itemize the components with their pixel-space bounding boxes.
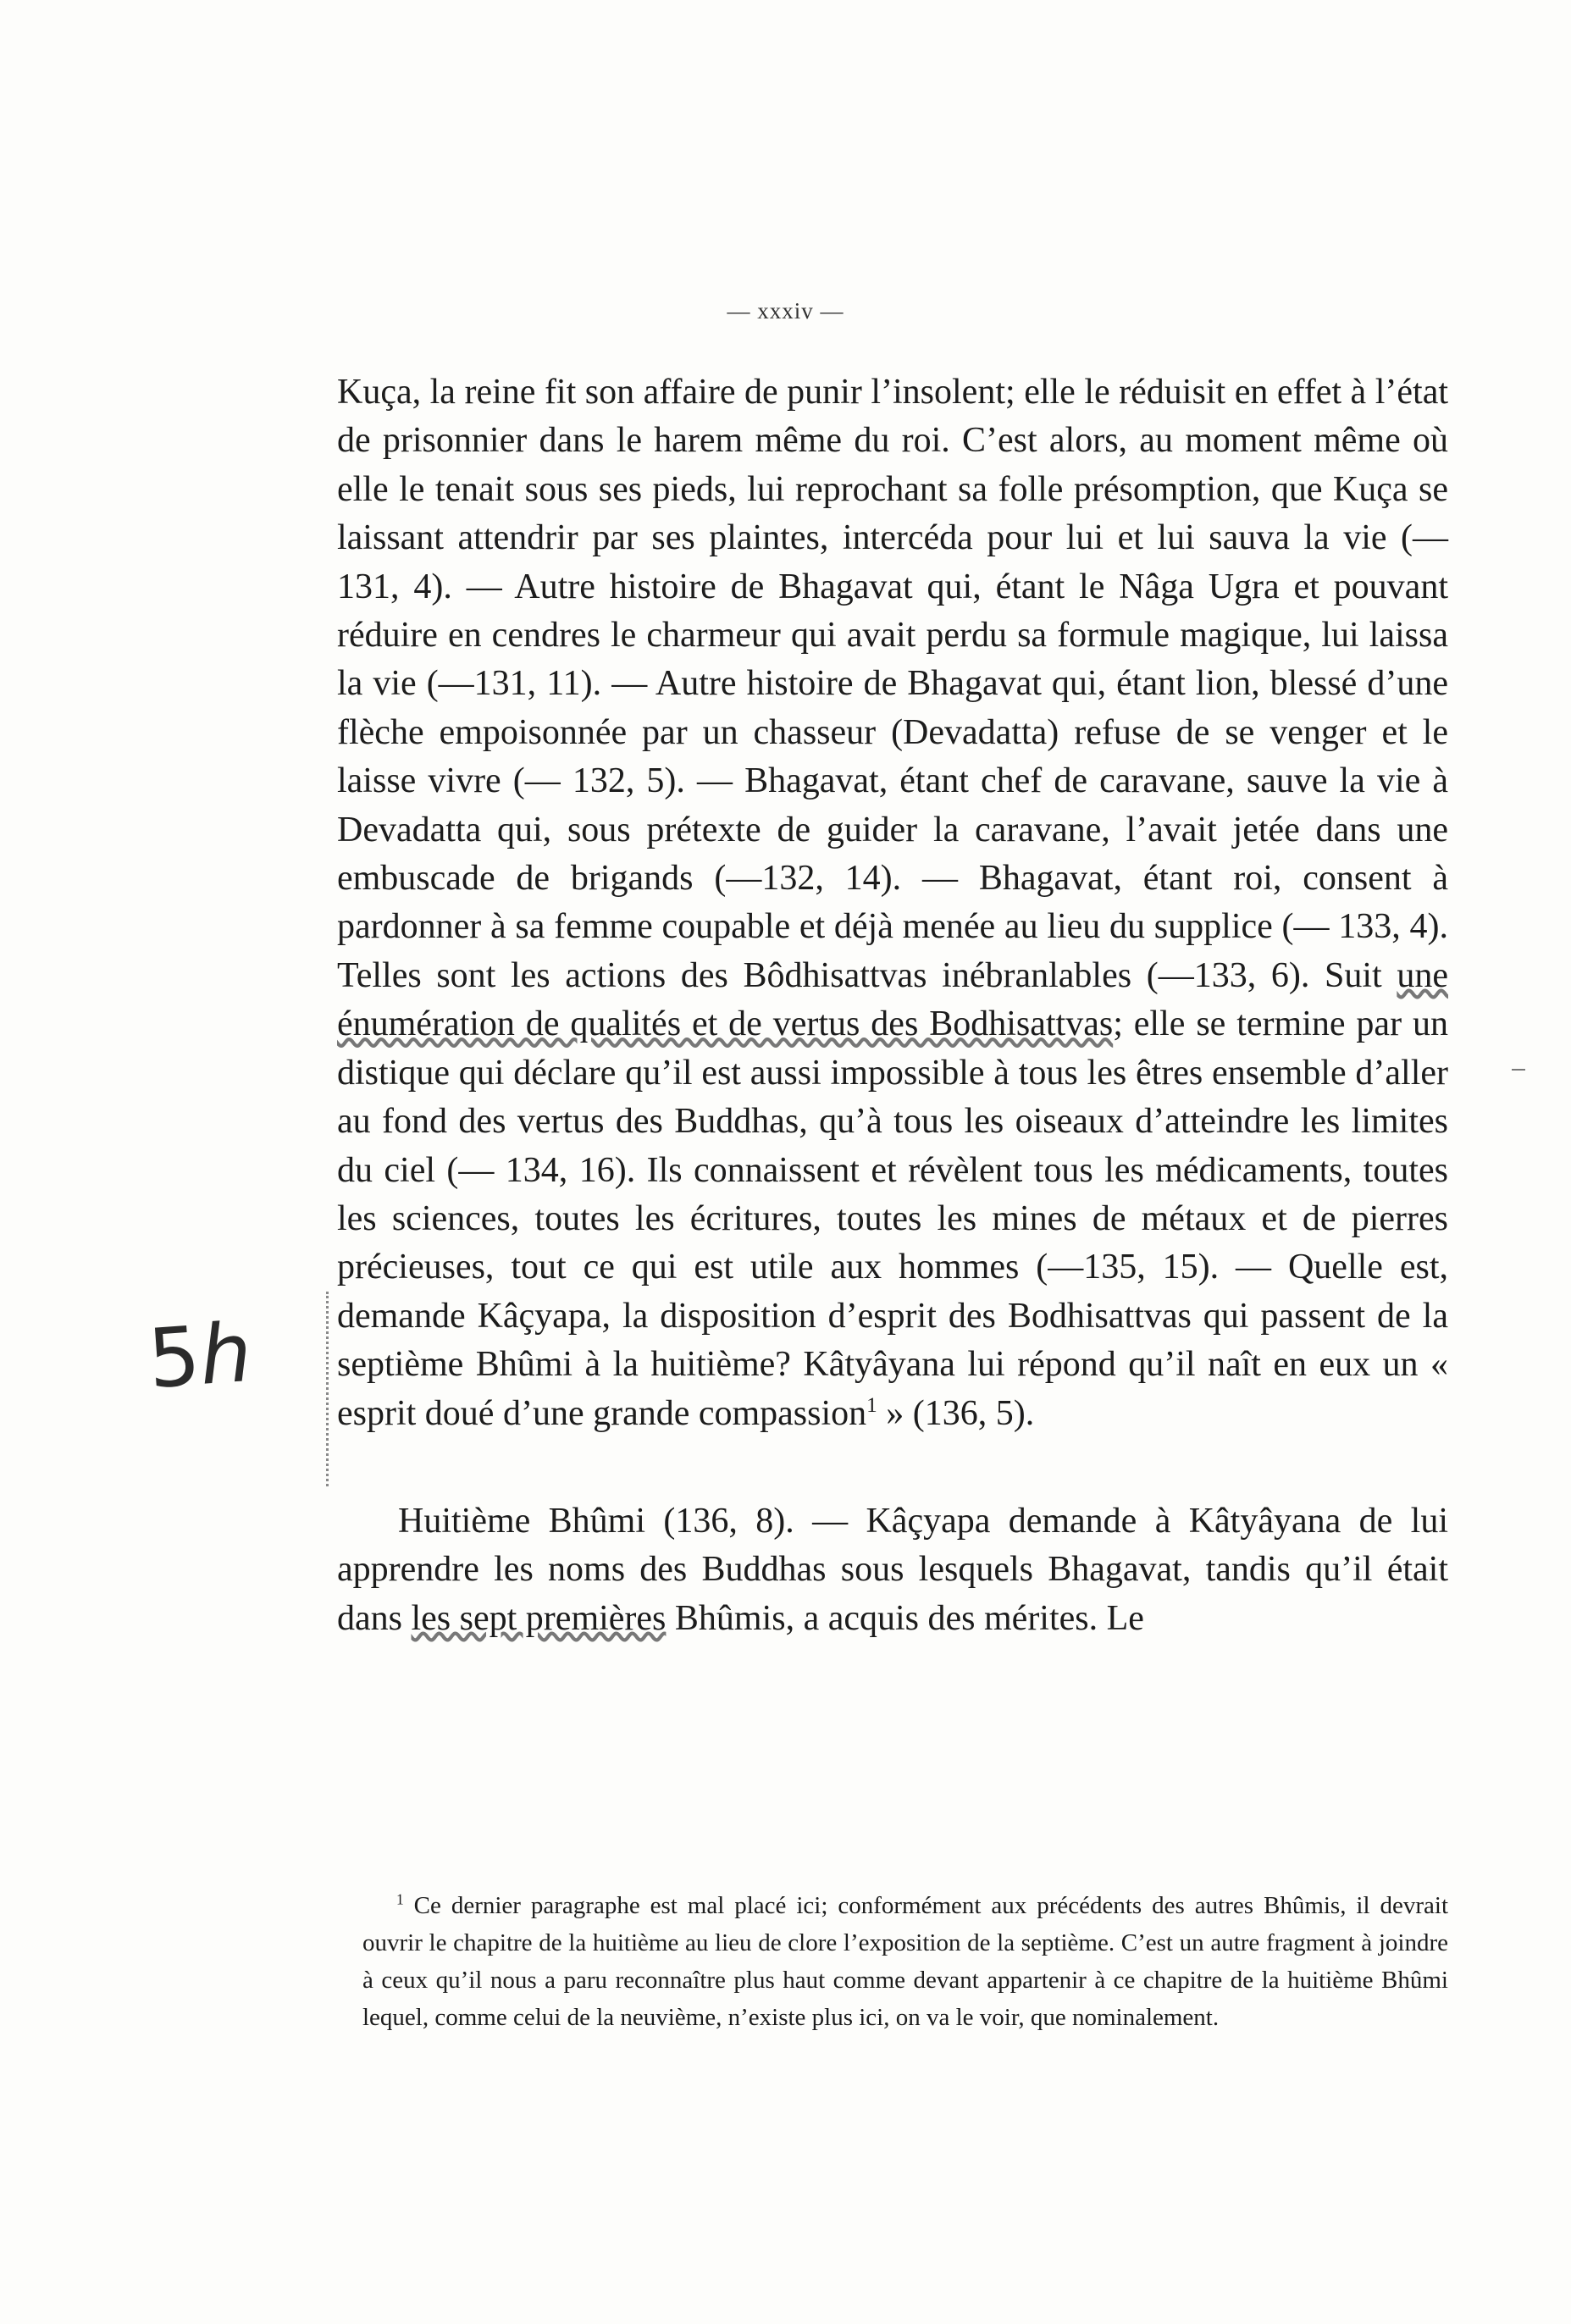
margin-marking-line [326, 1292, 331, 1486]
footnote-text: Ce dernier paragraphe est mal placé ici; conformément aux précédents des autres Bhûmis, il devrait ouvrir le chapitre de la huitième au lieu de clore l’exposition de la septième. C’est un autre fragment à joindre à ceux qu’il nous a paru reconnaître plus haut comme devant appartenir à ce chapitre de la huitième Bhûmi lequel, comme celui de la neuvième, n’existe plus ici, on va le voir, que nominalement. [362, 1892, 1448, 2031]
footnote-reference: 1 [866, 1393, 877, 1417]
paragraph-2 [337, 1497, 1448, 1643]
paragraph-1 [337, 368, 1448, 1438]
paragraph-1-text-a: Kuça, la reine fit son affaire de punir l’insolent; elle le réduisit en effet à l’état de prisonnier dans le harem même du roi. C’est alors, au moment même où elle le tenait sous ses pieds, lui reprochant sa folle présomption, que Kuça se laissant attendrir par ses plaintes, intercéda pour lui et lui sauva la vie (— 131, 4). — Autre histoire de Bhagavat qui, étant le Nâga Ugra et pouvant réduire en cendres le charmeur qui avait perdu sa formule magique, lui laissa la vie (—131, 11). — Autre histoire de Bhagavat qui, étant lion, blessé d’une flèche empoisonnée par un chasseur (Devadatta) refuse de se venger et le laisse vivre (— 132, 5). — Bhagavat, étant chef de caravane, sauve la vie à Devadatta qui, sous prétexte de guider la caravane, l’avait jetée dans une embuscade de brigands (—132, 14). — Bhagavat, étant roi, consent à pardonner à sa femme coupable et déjà menée au lieu du supplice (— 133, 4). Telles sont les actions des Bôdhisattvas inébranlables (—133, 6). Suit [337, 373, 1448, 995]
footnotes [362, 1887, 1448, 2036]
body-text [337, 368, 1448, 1643]
footnote-marker: 1 [396, 1890, 404, 1908]
paragraph-1-text-b: ; elle se termine par un distique qui déclare qu’il est aussi impossible à tous les êtres ensemble d’aller au fond des vertus des Buddhas, qu’à tous les oiseaux d’atteindre les limites du ciel (— 134, 16). Ils connaissent et révèlent tous les médicaments, toutes les sciences, toutes les écritures, toutes les mines de métaux et de pierres précieuses, tout ce qui est utile aux hommes (—135, 15). — Quelle est, demande Kâçyapa, la disposition d’esprit des Bodhisattvas qui passent de la septième Bhûmi à la huitième? Kâtyâyana lui répond qu’il naît en eux un « esprit doué d’une grande compassion [337, 1004, 1448, 1433]
paragraph-1-text-c: » (136, 5). [877, 1393, 1035, 1433]
paragraph-2-text-a: Huitième Bhûmi (136, 8). — Kâçyapa demande à Kâtyâyana de lui apprendre les noms des Buddhas sous lesquels Bhagavat, tandis qu’il était dans [337, 1501, 1448, 1638]
paragraph-1-underlined-text: une énumération de qualités et de vertus des Bodhisattvas [337, 955, 1448, 1044]
paragraph-2-text-b: Bhûmis, a acquis des mérites. Le [666, 1598, 1144, 1638]
paragraph-2-underlined-text: les sept premières [411, 1598, 667, 1638]
footnote-1 [362, 1887, 1448, 2036]
handwritten-margin-note: 5ℎ [145, 1304, 255, 1408]
page-number: — xxxiv — [727, 298, 844, 324]
margin-dash-mark [1512, 1069, 1525, 1071]
